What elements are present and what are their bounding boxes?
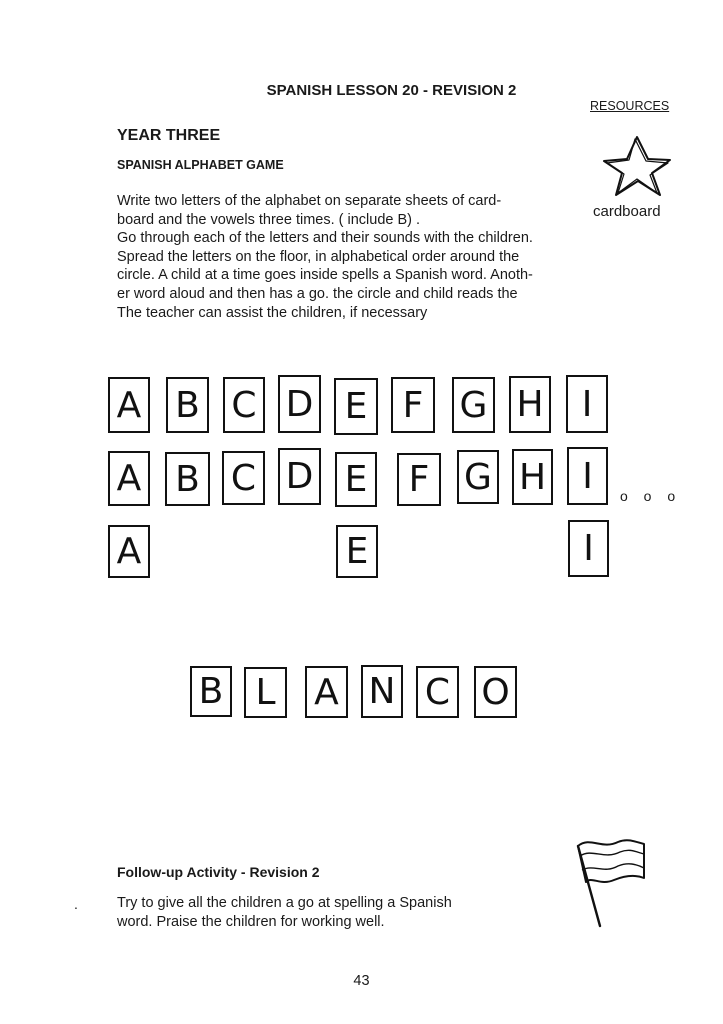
- instruction-line: Spread the letters on the floor, in alphabetical order around the: [117, 248, 520, 265]
- letter-card: H: [509, 376, 551, 433]
- letter-card: F: [397, 453, 441, 506]
- word-card: C: [416, 666, 459, 718]
- word-card: L: [244, 667, 287, 718]
- followup-line: Try to give all the children a go at spelling a Spanish: [117, 895, 452, 911]
- game-title: SPANISH ALPHABET GAME: [117, 158, 284, 172]
- followup-heading: Follow-up Activity - Revision 2: [117, 864, 320, 880]
- star-icon: [602, 133, 672, 199]
- continuation-dots: o o o: [620, 488, 682, 504]
- stray-mark: .: [74, 896, 78, 912]
- letter-card: A: [108, 377, 150, 433]
- instruction-line: board and the vowels three times. ( include B) .: [117, 211, 421, 228]
- instructions-paragraph: [117, 192, 587, 322]
- letter-card: B: [165, 452, 210, 506]
- letter-card: E: [334, 378, 378, 435]
- letter-card: I: [567, 447, 608, 505]
- instruction-line: Write two letters of the alphabet on separate sheets of card-: [117, 193, 502, 209]
- page-title: SPANISH LESSON 20 - REVISION 2: [266, 82, 517, 99]
- instruction-line: Go through each of the letters and their sounds with the children.: [117, 230, 533, 247]
- resources-heading: RESOURCES: [590, 99, 670, 113]
- letter-card: H: [512, 449, 553, 505]
- letter-card: G: [457, 450, 499, 504]
- letter-card: D: [278, 448, 321, 505]
- letter-card: F: [391, 377, 435, 433]
- letter-card: B: [166, 377, 209, 433]
- word-card: B: [190, 666, 232, 717]
- followup-paragraph: [117, 894, 537, 932]
- word-card: A: [305, 666, 348, 718]
- letter-card: A: [108, 525, 150, 578]
- letter-card: I: [566, 375, 608, 433]
- letter-card: I: [568, 520, 609, 577]
- followup-line: word. Praise the children for working well.: [117, 914, 385, 930]
- flag-icon: [572, 838, 652, 932]
- letter-card: E: [335, 452, 377, 507]
- letter-card: E: [336, 525, 378, 578]
- instruction-line: The teacher can assist the children, if necessary: [117, 304, 428, 321]
- resource-item: cardboard: [593, 203, 661, 220]
- page-number: 43: [353, 973, 370, 989]
- letter-card: D: [278, 375, 321, 433]
- letter-card: A: [108, 451, 150, 506]
- year-heading: YEAR THREE: [117, 127, 221, 144]
- letter-card: C: [223, 377, 265, 433]
- word-card: O: [474, 666, 517, 718]
- word-card: N: [361, 665, 403, 718]
- instruction-line: circle. A child at a time goes inside spells a Spanish word. Anoth-: [117, 267, 533, 284]
- instruction-line: er word aloud and then has a go. the circle and child reads the: [117, 285, 518, 302]
- letter-card: C: [222, 451, 265, 505]
- letter-card: G: [452, 377, 495, 433]
